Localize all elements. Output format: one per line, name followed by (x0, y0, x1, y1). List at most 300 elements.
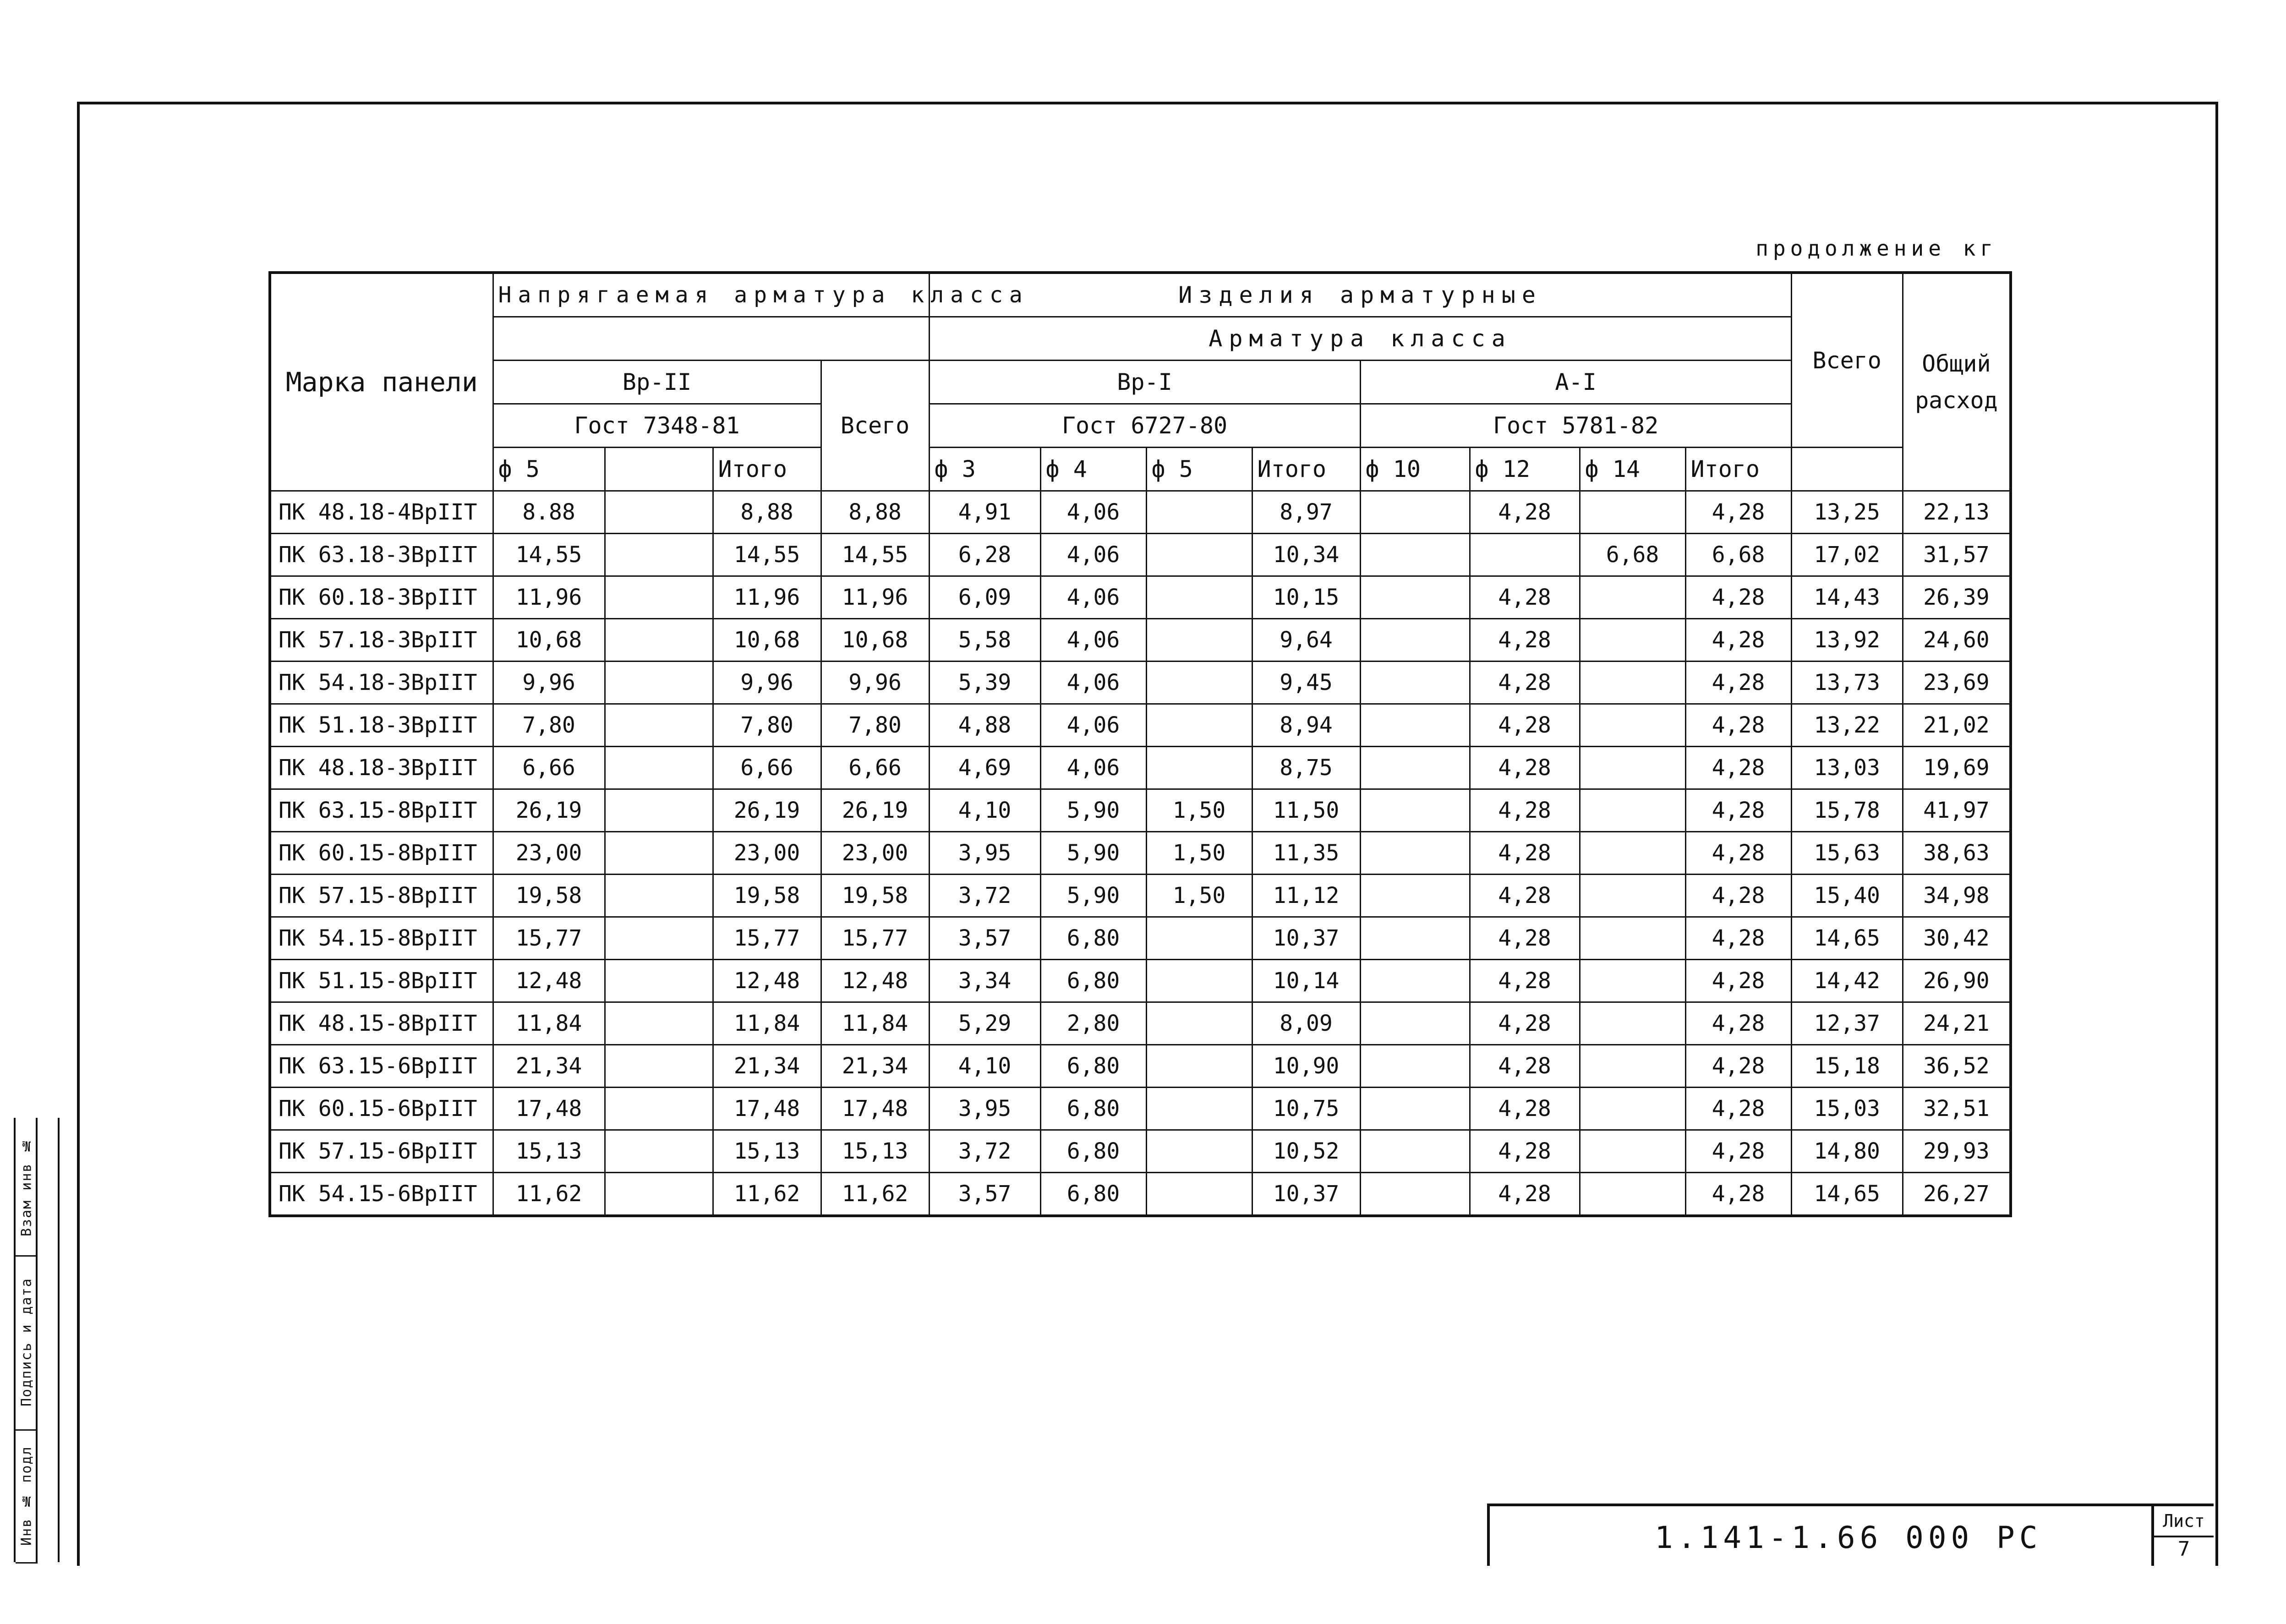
table-row (270, 789, 2011, 832)
table-row (270, 960, 2011, 1002)
table-row (270, 1130, 2011, 1173)
value-cell: 4,91 (929, 491, 1040, 534)
panel-mark-cell: ПК 63.18-3ВрIIТ (270, 534, 493, 576)
value-cell (605, 1088, 713, 1130)
value-cell (1360, 1173, 1470, 1216)
panel-mark-cell: ПК 51.15-8ВрIIТ (270, 960, 493, 1002)
value-cell: 5,90 (1040, 789, 1146, 832)
value-cell (605, 1002, 713, 1045)
value-cell: 13,22 (1791, 704, 1903, 747)
value-cell: 4,28 (1470, 747, 1580, 789)
header-overall: Общий расход (1903, 273, 2011, 491)
document-code: 1.141-1.66 000 РС (1655, 1520, 2042, 1555)
table-row (270, 875, 2011, 917)
value-cell: 6,68 (1685, 534, 1791, 576)
value-cell: 6,66 (493, 747, 605, 789)
value-cell: 15,77 (493, 917, 605, 960)
table-row (270, 491, 2011, 534)
value-cell: 10,68 (713, 619, 821, 662)
value-cell: 4,28 (1685, 917, 1791, 960)
value-cell (1470, 534, 1580, 576)
value-cell (605, 1130, 713, 1173)
value-cell: 10,34 (1252, 534, 1360, 576)
value-cell: 11,62 (821, 1173, 929, 1216)
header-total-group: Всего (821, 361, 929, 491)
value-cell: 21,34 (821, 1045, 929, 1088)
header-bp1: Bp-I (929, 361, 1360, 404)
panel-mark-cell: ПК 60.18-3ВрIIТ (270, 576, 493, 619)
value-cell: 4,28 (1685, 875, 1791, 917)
value-cell: 19,58 (713, 875, 821, 917)
value-cell: 10,90 (1252, 1045, 1360, 1088)
value-cell: 9,64 (1252, 619, 1360, 662)
value-cell: 4,28 (1470, 1130, 1580, 1173)
side-stamp-divider (58, 1118, 60, 1562)
value-cell: 4,06 (1040, 747, 1146, 789)
value-cell: 26,19 (821, 789, 929, 832)
value-cell: 7,80 (493, 704, 605, 747)
value-cell (1360, 917, 1470, 960)
value-cell (1360, 491, 1470, 534)
value-cell: 14,55 (821, 534, 929, 576)
header-itogo-bp2: Итого (713, 448, 821, 491)
value-cell: 24,60 (1903, 619, 2011, 662)
table-row (270, 704, 2011, 747)
value-cell (1146, 534, 1252, 576)
sheet-box (2151, 1506, 2214, 1566)
side-stamp-sign-date: Подпись и дата (16, 1255, 38, 1431)
value-cell (1580, 1088, 1685, 1130)
value-cell: 6,66 (713, 747, 821, 789)
table-row (270, 917, 2011, 960)
value-cell (1146, 917, 1252, 960)
value-cell (605, 747, 713, 789)
value-cell: 11,96 (493, 576, 605, 619)
panel-mark-cell: ПК 57.18-3ВрIIТ (270, 619, 493, 662)
value-cell: 4,28 (1470, 960, 1580, 1002)
panel-mark-cell: ПК 63.15-8ВрIIТ (270, 789, 493, 832)
panel-mark-cell: ПК 54.15-6ВрIIТ (270, 1173, 493, 1216)
value-cell: 15,78 (1791, 789, 1903, 832)
value-cell (1580, 619, 1685, 662)
value-cell: 4,28 (1470, 491, 1580, 534)
value-cell (1146, 747, 1252, 789)
value-cell (605, 704, 713, 747)
value-cell: 22,13 (1903, 491, 2011, 534)
value-cell: 13,92 (1791, 619, 1903, 662)
value-cell: 8,88 (821, 491, 929, 534)
value-cell: 7,80 (821, 704, 929, 747)
value-cell (605, 832, 713, 875)
value-cell: 10,52 (1252, 1130, 1360, 1173)
value-cell: 3,57 (929, 917, 1040, 960)
value-cell: 12,48 (713, 960, 821, 1002)
value-cell (605, 662, 713, 704)
table-row (270, 832, 2011, 875)
value-cell: 26,19 (493, 789, 605, 832)
value-cell: 4,28 (1470, 1173, 1580, 1216)
table-row (270, 1173, 2011, 1216)
value-cell: 10,37 (1252, 1173, 1360, 1216)
header-f5-bp2: ф 5 (493, 448, 605, 491)
reinforcement-spec-table (268, 271, 2012, 1217)
value-cell: 11,35 (1252, 832, 1360, 875)
value-cell (1360, 534, 1470, 576)
value-cell (1580, 832, 1685, 875)
value-cell: 11,62 (713, 1173, 821, 1216)
value-cell: 23,00 (493, 832, 605, 875)
value-cell: 4,28 (1685, 789, 1791, 832)
value-cell: 8,97 (1252, 491, 1360, 534)
value-cell: 14,55 (713, 534, 821, 576)
header-empty (605, 448, 713, 491)
value-cell: 4,28 (1685, 1173, 1791, 1216)
value-cell: 5,29 (929, 1002, 1040, 1045)
value-cell (605, 1173, 713, 1216)
value-cell: 3,57 (929, 1173, 1040, 1216)
value-cell: 8,09 (1252, 1002, 1360, 1045)
value-cell: 3,95 (929, 1088, 1040, 1130)
value-cell: 6,09 (929, 576, 1040, 619)
value-cell: 10,15 (1252, 576, 1360, 619)
value-cell (1580, 1002, 1685, 1045)
value-cell: 21,34 (713, 1045, 821, 1088)
panel-mark-cell: ПК 60.15-6ВрIIТ (270, 1088, 493, 1130)
value-cell (1360, 1088, 1470, 1130)
header-f4: ф 4 (1040, 448, 1146, 491)
value-cell: 14,55 (493, 534, 605, 576)
value-cell: 1,50 (1146, 789, 1252, 832)
value-cell: 31,57 (1903, 534, 2011, 576)
value-cell: 23,00 (713, 832, 821, 875)
value-cell (1146, 960, 1252, 1002)
value-cell: 38,63 (1903, 832, 2011, 875)
value-cell (1360, 619, 1470, 662)
table-row (270, 576, 2011, 619)
value-cell: 8,75 (1252, 747, 1360, 789)
value-cell: 10,14 (1252, 960, 1360, 1002)
value-cell: 4,28 (1685, 960, 1791, 1002)
value-cell (1146, 491, 1252, 534)
value-cell (1146, 1045, 1252, 1088)
value-cell (1360, 662, 1470, 704)
value-cell (1360, 789, 1470, 832)
value-cell: 15,63 (1791, 832, 1903, 875)
value-cell (1146, 1002, 1252, 1045)
value-cell: 29,93 (1903, 1130, 2011, 1173)
value-cell: 15,40 (1791, 875, 1903, 917)
value-cell (1360, 1130, 1470, 1173)
value-cell: 4,10 (929, 1045, 1040, 1088)
value-cell: 26,19 (713, 789, 821, 832)
value-cell: 5,90 (1040, 832, 1146, 875)
value-cell (1146, 619, 1252, 662)
value-cell (605, 960, 713, 1002)
header-itogo-a1: Итого (1685, 448, 1791, 491)
header-bp2: Bp-II (493, 361, 821, 404)
panel-mark-cell: ПК 48.18-3ВрIIТ (270, 747, 493, 789)
value-cell (1360, 576, 1470, 619)
header-itogo-bp1: Итого (1252, 448, 1360, 491)
value-cell (1580, 1173, 1685, 1216)
value-cell: 1,50 (1146, 832, 1252, 875)
panel-mark-cell: ПК 63.15-6ВрIIТ (270, 1045, 493, 1088)
value-cell: 6,66 (821, 747, 929, 789)
value-cell: 8,94 (1252, 704, 1360, 747)
panel-mark-cell: ПК 48.15-8ВрIIТ (270, 1002, 493, 1045)
value-cell (1146, 662, 1252, 704)
value-cell: 3,34 (929, 960, 1040, 1002)
sheet-label: Лист (2154, 1506, 2214, 1537)
value-cell: 4,28 (1470, 875, 1580, 917)
header-f5-bp1: ф 5 (1146, 448, 1252, 491)
value-cell: 6,80 (1040, 917, 1146, 960)
panel-mark-cell: ПК 57.15-6ВрIIТ (270, 1130, 493, 1173)
header-armatura-class: Арматура класса (929, 317, 1791, 361)
value-cell: 3,72 (929, 875, 1040, 917)
value-cell: 11,84 (821, 1002, 929, 1045)
value-cell: 4,28 (1685, 619, 1791, 662)
value-cell: 21,02 (1903, 704, 2011, 747)
value-cell: 4,28 (1685, 832, 1791, 875)
value-cell: 4,28 (1470, 704, 1580, 747)
value-cell: 21,34 (493, 1045, 605, 1088)
header-f3: ф 3 (929, 448, 1040, 491)
panel-mark-cell: ПК 51.18-3ВрIIТ (270, 704, 493, 747)
value-cell: 4,28 (1470, 832, 1580, 875)
value-cell: 10,68 (821, 619, 929, 662)
value-cell (1580, 789, 1685, 832)
value-cell: 3,95 (929, 832, 1040, 875)
value-cell: 4,28 (1470, 1088, 1580, 1130)
value-cell (1360, 832, 1470, 875)
header-gost-5781: Гост 5781-82 (1360, 404, 1791, 448)
side-stamp-vzam-inv: Взам инв № (16, 1118, 38, 1257)
value-cell: 4,28 (1685, 1130, 1791, 1173)
panel-mark-cell: ПК 54.18-3ВрIIТ (270, 662, 493, 704)
header-total: Всего (1791, 273, 1903, 448)
value-cell: 34,98 (1903, 875, 2011, 917)
value-cell: 15,03 (1791, 1088, 1903, 1130)
sheet-number: 7 (2177, 1537, 2190, 1561)
value-cell: 4,28 (1470, 662, 1580, 704)
value-cell: 4,10 (929, 789, 1040, 832)
value-cell: 14,42 (1791, 960, 1903, 1002)
value-cell: 11,96 (821, 576, 929, 619)
table-row (270, 1045, 2011, 1088)
header-prestressed-cont (493, 317, 929, 361)
header-f14: ф 14 (1580, 448, 1685, 491)
table-row (270, 1088, 2011, 1130)
value-cell: 11,96 (713, 576, 821, 619)
side-stamp-inv-podl: Инв № подл (16, 1429, 38, 1564)
value-cell: 6,80 (1040, 1173, 1146, 1216)
value-cell: 8,88 (713, 491, 821, 534)
panel-mark-cell: ПК 60.15-8ВрIIТ (270, 832, 493, 875)
value-cell (1360, 1002, 1470, 1045)
value-cell: 4,28 (1685, 1088, 1791, 1130)
value-cell: 4,28 (1470, 576, 1580, 619)
value-cell: 41,97 (1903, 789, 2011, 832)
header-a1: А-I (1360, 361, 1791, 404)
value-cell: 9,96 (493, 662, 605, 704)
value-cell (1580, 1130, 1685, 1173)
value-cell: 4,06 (1040, 576, 1146, 619)
value-cell (1580, 747, 1685, 789)
value-cell (1580, 875, 1685, 917)
value-cell (1360, 704, 1470, 747)
value-cell: 15,77 (821, 917, 929, 960)
value-cell: 4,06 (1040, 619, 1146, 662)
value-cell: 23,00 (821, 832, 929, 875)
value-cell: 26,90 (1903, 960, 2011, 1002)
value-cell: 4,06 (1040, 534, 1146, 576)
value-cell: 11,12 (1252, 875, 1360, 917)
value-cell: 4,28 (1685, 491, 1791, 534)
value-cell: 4,28 (1470, 619, 1580, 662)
value-cell: 15,13 (821, 1130, 929, 1173)
value-cell: 4,28 (1470, 789, 1580, 832)
value-cell: 10,75 (1252, 1088, 1360, 1130)
value-cell: 3,72 (929, 1130, 1040, 1173)
value-cell: 9,45 (1252, 662, 1360, 704)
value-cell (605, 619, 713, 662)
value-cell: 36,52 (1903, 1045, 2011, 1088)
value-cell: 6,68 (1580, 534, 1685, 576)
value-cell: 5,39 (929, 662, 1040, 704)
value-cell (605, 534, 713, 576)
value-cell: 17,48 (493, 1088, 605, 1130)
value-cell: 19,69 (1903, 747, 2011, 789)
value-cell: 4,28 (1685, 747, 1791, 789)
value-cell (605, 875, 713, 917)
header-gost-6727: Гост 6727-80 (929, 404, 1360, 448)
value-cell (1580, 1045, 1685, 1088)
value-cell: 13,73 (1791, 662, 1903, 704)
value-cell (1146, 1130, 1252, 1173)
value-cell: 9,96 (821, 662, 929, 704)
value-cell (605, 491, 713, 534)
value-cell: 17,48 (713, 1088, 821, 1130)
value-cell: 1,50 (1146, 875, 1252, 917)
table-row (270, 1002, 2011, 1045)
value-cell: 4,88 (929, 704, 1040, 747)
value-cell (605, 1045, 713, 1088)
value-cell: 2,80 (1040, 1002, 1146, 1045)
value-cell: 12,48 (821, 960, 929, 1002)
value-cell: 14,65 (1791, 1173, 1903, 1216)
value-cell (1146, 1173, 1252, 1216)
header-mark: Марка панели (270, 273, 493, 491)
value-cell: 15,13 (493, 1130, 605, 1173)
value-cell (1360, 960, 1470, 1002)
value-cell (1146, 704, 1252, 747)
header-f10: ф 10 (1360, 448, 1470, 491)
continuation-unit-label: продолжение кг (1756, 236, 1997, 261)
value-cell (1360, 1045, 1470, 1088)
value-cell (605, 789, 713, 832)
side-stamp (14, 1118, 78, 1562)
value-cell: 14,80 (1791, 1130, 1903, 1173)
table-row (270, 534, 2011, 576)
value-cell: 6,80 (1040, 1088, 1146, 1130)
panel-mark-cell: ПК 48.18-4ВрIIТ (270, 491, 493, 534)
table-row (270, 662, 2011, 704)
value-cell: 5,90 (1040, 875, 1146, 917)
value-cell: 19,58 (493, 875, 605, 917)
value-cell: 4,28 (1685, 576, 1791, 619)
value-cell: 4,28 (1470, 917, 1580, 960)
value-cell (605, 917, 713, 960)
value-cell: 30,42 (1903, 917, 2011, 960)
value-cell (1580, 491, 1685, 534)
value-cell: 17,48 (821, 1088, 929, 1130)
value-cell: 15,13 (713, 1130, 821, 1173)
value-cell: 23,69 (1903, 662, 2011, 704)
value-cell: 11,84 (493, 1002, 605, 1045)
header-prestressed: Напрягаемая арматура класса (493, 273, 929, 317)
value-cell: 6,80 (1040, 1130, 1146, 1173)
value-cell: 7,80 (713, 704, 821, 747)
value-cell: 6,80 (1040, 1045, 1146, 1088)
table-row (270, 747, 2011, 789)
value-cell (1146, 1088, 1252, 1130)
value-cell: 13,25 (1791, 491, 1903, 534)
value-cell: 19,58 (821, 875, 929, 917)
table-row (270, 619, 2011, 662)
header-f12: ф 12 (1470, 448, 1580, 491)
value-cell: 26,27 (1903, 1173, 2011, 1216)
value-cell: 12,48 (493, 960, 605, 1002)
value-cell: 6,80 (1040, 960, 1146, 1002)
value-cell: 6,28 (929, 534, 1040, 576)
value-cell: 4,06 (1040, 704, 1146, 747)
value-cell: 4,28 (1685, 704, 1791, 747)
value-cell (1580, 662, 1685, 704)
value-cell: 26,39 (1903, 576, 2011, 619)
panel-mark-cell: ПК 54.15-8ВрIIТ (270, 917, 493, 960)
value-cell: 4,28 (1685, 662, 1791, 704)
header-gost-7348: Гост 7348-81 (493, 404, 821, 448)
table-body (270, 491, 2011, 1216)
value-cell: 11,84 (713, 1002, 821, 1045)
value-cell: 9,96 (713, 662, 821, 704)
value-cell: 4,28 (1685, 1002, 1791, 1045)
value-cell: 4,06 (1040, 662, 1146, 704)
value-cell: 4,69 (929, 747, 1040, 789)
header-products: Изделия арматурные (929, 273, 1791, 317)
panel-mark-cell: ПК 57.15-8ВрIIТ (270, 875, 493, 917)
value-cell: 11,50 (1252, 789, 1360, 832)
value-cell: 10,68 (493, 619, 605, 662)
value-cell: 15,77 (713, 917, 821, 960)
title-block (1487, 1504, 2214, 1566)
value-cell: 8.88 (493, 491, 605, 534)
value-cell (1360, 875, 1470, 917)
value-cell: 4,28 (1685, 1045, 1791, 1088)
value-cell: 13,03 (1791, 747, 1903, 789)
value-cell (1360, 747, 1470, 789)
value-cell: 11,62 (493, 1173, 605, 1216)
value-cell: 17,02 (1791, 534, 1903, 576)
value-cell: 14,43 (1791, 576, 1903, 619)
value-cell (605, 576, 713, 619)
value-cell: 4,28 (1470, 1045, 1580, 1088)
value-cell: 32,51 (1903, 1088, 2011, 1130)
value-cell (1580, 576, 1685, 619)
value-cell: 5,58 (929, 619, 1040, 662)
value-cell: 4,06 (1040, 491, 1146, 534)
